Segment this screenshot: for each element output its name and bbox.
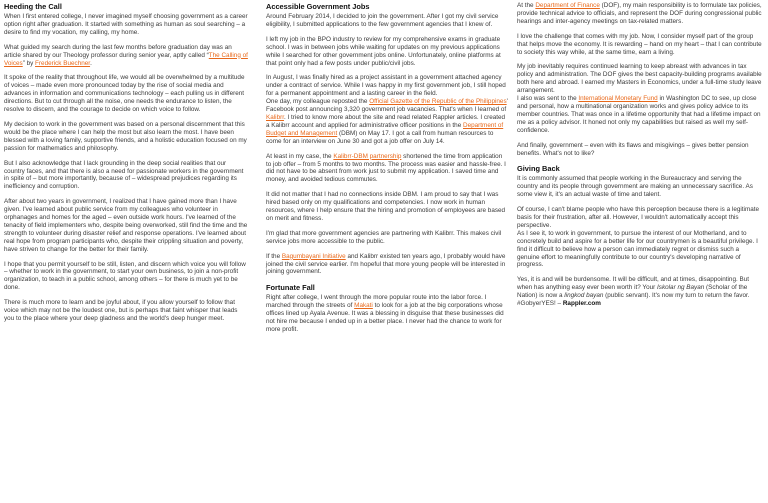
paragraph: Yes, it is and will be burdensome. It will be difficult, and at times, disappointing. But when has anything easy ever been worth it? Your Iskolar ng Bayan (Scholar of the Nation) is now a lingkod bayan (public servant). It's now my turn to return the favor. #GobyerYES! – Rappler.com	[517, 276, 750, 308]
paragraph: My job inevitably requires continued learning to keep abreast with advances in tax policy and administration. The DOF gives the best capacity-building programs available both here and abroad. I earned my Masters in Economics, under a full-time study leave arrangement.	[517, 63, 762, 95]
link-international-monetary-fund[interactable]: International Monetary Fund	[578, 95, 658, 103]
link-official-gazette[interactable]: Official Gazette of the Republic of the Philippines	[369, 98, 507, 106]
paragraph: As I see it, to work in government, to pursue the interest of our Motherland, and to concretely build and aspire for a better life for our countrymen is a beautiful privilege. I find it difficult to believe how a person can immediately regret or dismiss such a genuine effort to meaningfully contribute to our country's developing narrative of progress.	[517, 229, 758, 269]
paragraph: Of course, I can't blame people who have this perception because there is a legitimate basis for their frustration, after all. However, I wouldn't automatically accept this perspective.	[517, 206, 760, 229]
paragraph: What guided my search during the last few months before graduation day was an article shared by our Theology professor during senior year, aptly called “The Calling of Voices” by Frederick Buechner.	[4, 43, 248, 67]
rappler-signoff: Rappler.com	[562, 300, 601, 308]
column-department-of-finance	[517, 2, 763, 315]
column-accessible-government-jobs	[266, 2, 508, 341]
paragraph: I love the challenge that comes with my job. Now, I consider myself part of the group that helps move the economy. It is rewarding – hand on my heart – that I can contribute to society this way while, at the same time, earn a living.	[517, 32, 762, 56]
link-makati[interactable]: Makati	[354, 302, 373, 310]
link-kalibrr[interactable]: Kalibrr	[266, 113, 284, 121]
link-bagumbayani-initiative[interactable]: Bagumbayani Initiative	[281, 252, 346, 260]
paragraph: At least in my case, the Kalibrr-DBM partnership shortened the time from application to job offer – from 5 months to two months. The process was easier and hassle-free. I did not have to be absent from work just to submit my application. I saved time and money, and avoided tedious commutes.	[266, 152, 506, 184]
paragraph: When I first entered college, I never imagined myself choosing government as a career option right after graduation. It started with something as human as soul searching – a desire to find my vocation, my calling, my home.	[4, 13, 248, 36]
column-heeding-the-call	[4, 2, 248, 330]
paragraph: If the Bagumbayani Initiative and Kalibrr existed ten years ago, I probably would have joined the civil service earlier. I'm hopeful that more young people will be interested in joining government.	[266, 252, 506, 276]
paragraph: But I also acknowledge that I lack grounding in the deep social realities that our country faces, and that there is also a need for passionate workers in the government in spite of – but more importantly, because of – widespread prejudices regarding its inefficiency and corruption.	[4, 159, 244, 191]
paragraph: After about two years in government, I realized that I have gained more than I have given. I've learned about public service from my colleagues who volunteer in orphanages and homes for the aged – even outside work hours. I've learned of the tenacity of field implementers who, despite being overworked, still find the time and the strength to volunteer during disaster relief and response operations. I've learned about real hope from program participants who, despite their crippling situation and poverty, have striven to change for the better for their family.	[4, 198, 248, 253]
section-heading: Fortunate Fall	[266, 283, 315, 293]
section-heading: Heeding the Call	[4, 2, 62, 11]
paragraph: It did not matter that I had no connections inside DBM. I am proud to say that I was hired based only on my qualifications and competencies. I now work in human resources, where I help ensure that the hiring and promotion of employees are based on merit and fitness.	[266, 191, 506, 222]
paragraph: I left my job in the BPO industry to review for my comprehensive exams in graduate school. I was in between jobs while waiting for updates on my previous applications while I searched for other government jobs online. Unfortunately, online platforms at that point only had a few posts under public/civil jobs.	[266, 35, 501, 67]
hashtag: #GobyerYES! –	[517, 300, 563, 308]
paragraph: There is much more to learn and be joyful about, if you allow yourself to follow that voice which may not be the loudest one, but is perhaps that faint whisper that leads you to the place where your deep gladness and the world's deep hunger meet.	[4, 299, 238, 322]
paragraph: Around February 2014, I decided to join the government. After I got my civil service eligibility, I submitted applications to the few government agencies that I knew of.	[266, 13, 499, 28]
paragraph: Right after college, I went through the more popular route into the labor force. I marched through the streets of Makati to look for a job at the big corporations whose offices lined up Ayala Avenue. It was a blessing in disguise that these businesses did not hire me because I ended up in a better place. I never had the chance to work for more profit.	[266, 294, 504, 333]
link-frederick-buechner[interactable]: Frederick Buechner	[35, 59, 91, 67]
paragraph: I also was sent to the International Monetary Fund in Washington DC to see, up close and personal, how a multinational organization works and gives policy advice to its member countries. That was once in a lifetime opportunity that had a lifetime impact on me as a policy advisor. It honed not only my capabilities but raised as well my self-confidence.	[517, 95, 761, 134]
paragraph: At the Department of Finance (DOF), my main responsibility is to formulate tax policies, provide technical advice to officials, and represent the DOF during congressional public hearings and inter-agency meetings on tax-related matters.	[517, 2, 762, 25]
paragraph: It is commonly assumed that people working in the Bureaucracy and serving the country and its people through government are making an unnecessary sacrifice. As some view it, it's an actual waste of time and talent.	[517, 175, 753, 199]
paragraph: And finally, government – even with its flaws and misgivings – gives better pension benefits. What's not to like?	[517, 141, 749, 157]
paragraph: In August, I was finally hired as a project assistant in a government attached agency under a contract of service. While I was happy in my first government job, I still hoped for a permanent appointment and a lasting career in the field.	[266, 74, 506, 98]
link-calling-of-voices[interactable]: The Calling of Voices	[4, 51, 248, 67]
paragraph: I'm glad that more government agencies are partnering with Kalibrr. This makes civil service jobs more accessible to the public.	[266, 229, 502, 245]
section-heading: Giving Back	[517, 164, 560, 174]
paragraph: One day, my colleague reposted the Official Gazette of the Republic of the Philippines' Facebook post announcing 3,320 government job vacancies. That's when I learned of Kalibrr. I tried to know more about the site and read related Rappler articles. I created a Kalibrr account and applied for administrative officer positions in the Department of Budget and Management (DBM) on May 17. I got a call from human resources to come for an interview on June 30 and got a job offer on July 14.	[266, 98, 508, 145]
section-heading: Accessible Government Jobs	[266, 2, 370, 11]
italic-term: lingkod bayan	[564, 292, 604, 300]
link-kalibrr-dbm-partnership[interactable]: Kalibrr-DBM partnership	[333, 152, 402, 160]
paragraph: It spoke of the reality that throughout life, we would all be overwhelmed by a multitude of voices – made even more pronounced today by the rise of social media and advances in information and communications technology – each pulling us in different directions. But to cut through all the noise, one needs the endurance to listen, the resolve to discern, and the courage to decide on which voice to follow.	[4, 74, 245, 114]
link-department-of-finance[interactable]: Department of Finance	[535, 2, 600, 9]
italic-term: Iskolar ng Bayan	[657, 284, 705, 292]
paragraph: I hope that you permit yourself to be still, listen, and discern which voice you will follow – whether to work in the government, to start your own business, to join a non-profit organization, to teach in a public school, among others – for there is much yet to be done.	[4, 260, 246, 292]
link-department-of-budget-and-management[interactable]: Department of Budget and Management	[266, 121, 504, 137]
paragraph: My decision to work in the government was based on a personal discernment that this would be the place where I can help the most but also learn the most. I have been blessed with a loving family, supportive friends, and a holistic education focused on my passion for mathematics and philosophy.	[4, 120, 247, 152]
